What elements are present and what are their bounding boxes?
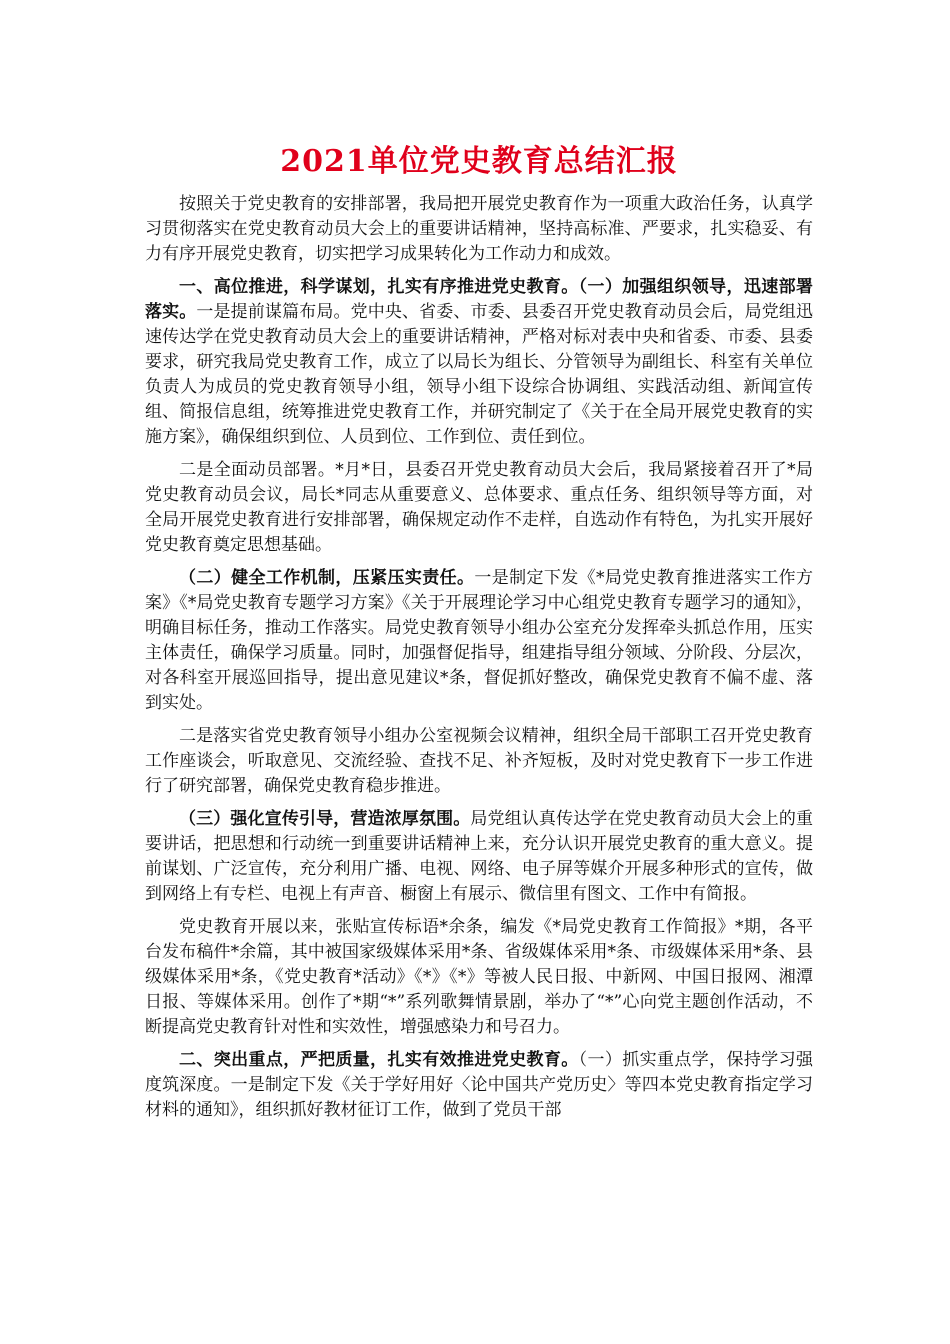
paragraph-text: 党史教育开展以来，张贴宣传标语*余条，编发《*局党史教育工作简报》*期，各平台发布稿件*余篇，其中被国家级媒体采用*条、省级媒体采用*条、市级媒体采用*条、县级媒体采用*条，《党史教育*活动》《*》《*》等被人民日报、中新网、中国日报网、湘潭日报、等媒体采用。创作了*期“*”系列歌舞情景剧，举办了“*”心向党主题创作活动，不断提高党史教育针对性和实效性，增强感染力和号召力。 [145, 917, 813, 1037]
paragraph-text: 一是制定下发《*局党史教育推进落实工作方案》《*局党史教育专题学习方案》《关于开展理论学习中心组党史教育专题学习的通知》，明确目标任务，推动工作落实。局党史教育领导小组办公室充分发挥牵头抓总作用，压实主体责任，确保学习质量。同时，加强督促指导，组建指导组分领域、分阶段、分层次，对各科室开展巡回指导，提出意见建议*条，督促抓好整改，确保党史教育不偏不虚、落到实处。 [145, 568, 813, 713]
paragraph-subsection-2 [145, 566, 813, 716]
paragraph-text: 按照关于党史教育的安排部署，我局把开展党史教育作为一项重大政治任务，认真学习贯彻落实在党史教育动员大会上的重要讲话精神，坚持高标准、严要求，扎实稳妥、有力有序开展党史教育，切实把学习成果转化为工作动力和成效。 [145, 194, 813, 264]
paragraph-mobilization [145, 458, 813, 558]
paragraph-publicity-results [145, 915, 813, 1040]
paragraph-section-1 [145, 275, 813, 450]
paragraph-text: 局党组认真传达学在党史教育动员大会上的重要讲话，把思想和行动统一到重要讲话精神上来，充分认识开展党史教育的重大意义。提前谋划、广泛宣传，充分利用广播、电视、网络、电子屏等媒介开展多种形式的宣传，做到网络上有专栏、电视上有声音、橱窗上有展示、微信里有图文、工作中有简报。 [145, 809, 814, 904]
subsection-heading: （二）健全工作机制，压紧压实责任。 [179, 568, 475, 588]
paragraph-text: 二是落实省党史教育领导小组办公室视频会议精神，组织全局干部职工召开党史教育工作座谈会，听取意见、交流经验、查找不足、补齐短板，及时对党史教育下一步工作进行了研究部署，确保党史教育稳步推进。 [145, 726, 813, 796]
paragraph-text: 一是提前谋篇布局。党中央、省委、市委、县委召开党史教育动员会后，局党组迅速传达学在党史教育动员大会上的重要讲话精神，严格对标对表中央和省委、市委、县委要求，研究我局党史教育工作，成立了以局长为组长、分管领导为副组长、科室有关单位负责人为成员的党史教育领导小组，领导小组下设综合协调组、实践活动组、新闻宣传组、简报信息组，统筹推进党史教育工作，并研究制定了《关于在全局开展党史教育的实施方案》，确保组织到位、人员到位、工作到位、责任到位。 [145, 302, 814, 447]
paragraph-section-2 [145, 1048, 813, 1123]
paragraph-intro [145, 192, 813, 267]
subsection-heading: （三）强化宣传引导，营造浓厚氛围。 [179, 809, 471, 829]
paragraph-video-meeting [145, 724, 813, 799]
document-page [145, 140, 813, 1131]
paragraph-subsection-3 [145, 807, 813, 907]
section-heading: 二、突出重点，严把质量，扎实有效推进党史教育。 [179, 1050, 579, 1070]
section-heading: 一、高位推进，科学谋划，扎实有序推进党史教育。（一）加强组织领导，迅速部署落实。 [145, 277, 813, 322]
paragraph-text: （一）抓实重点学，保持学习强度筑深度。一是制定下发《关于学好用好〈论中国共产党历史〉等四本党史教育指定学习材料的通知》，组织抓好教材征订工作，做到了党员干部 [145, 1050, 813, 1120]
document-title: 2021单位党史教育总结汇报 [280, 144, 678, 179]
paragraph-text: 二是全面动员部署。*月*日，县委召开党史教育动员大会后，我局紧接着召开了*局党史教育动员会议，局长*同志从重要意义、总体要求、重点任务、组织领导等方面，对全局开展党史教育进行安排部署，确保规定动作不走样，自选动作有特色，为扎实开展好党史教育奠定思想基础。 [145, 460, 813, 555]
